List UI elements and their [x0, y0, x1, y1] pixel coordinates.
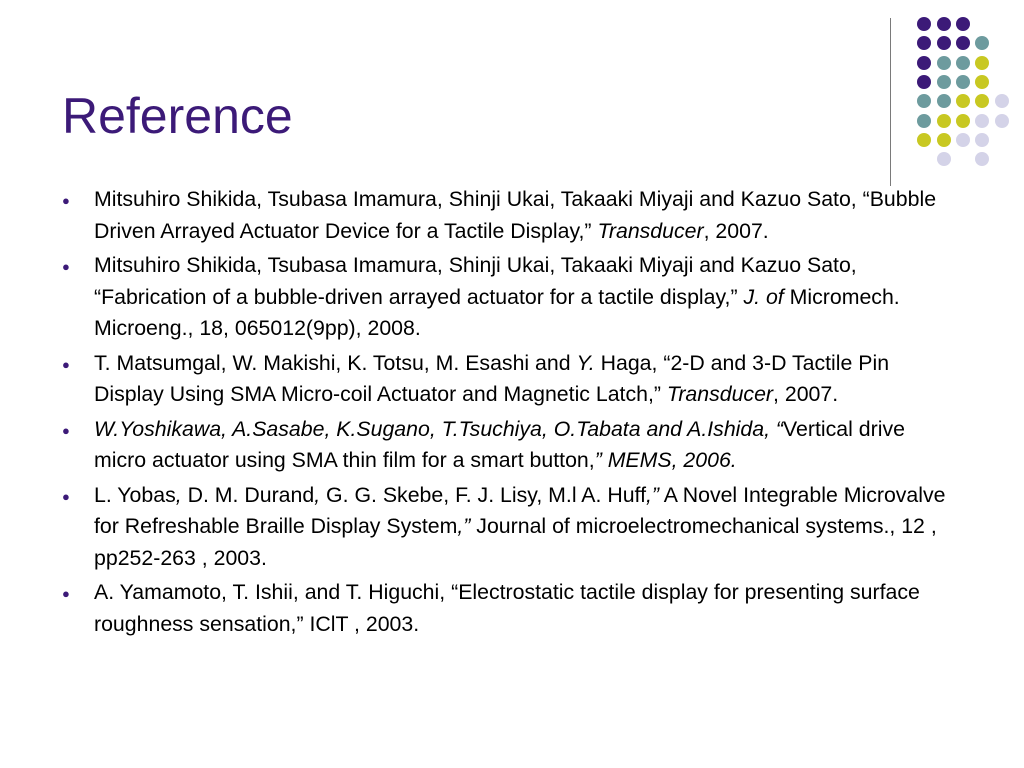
reference-list — [62, 184, 962, 643]
decorative-dot — [956, 56, 970, 70]
reference-text-segment: Journal of microelectromechanical systems., 12 , pp252-263 , 2003. — [94, 514, 937, 570]
reference-text-segment: A. Yamamoto, T. Ishii, and T. Higuchi, “Electrostatic tactile display for presenting surface roughness sensation,” IClT , 2003. — [94, 580, 920, 636]
decorative-dot — [975, 75, 989, 89]
decorative-dot — [937, 36, 951, 50]
decorative-dot — [956, 94, 970, 108]
decorative-dot — [937, 133, 951, 147]
decorative-dot — [975, 94, 989, 108]
reference-item — [62, 250, 962, 345]
reference-text-segment: W.Yoshikawa, A.Sasabe, K.Sugano, T.Tsuchiya, O.Tabata and A.Ishida, “ — [94, 416, 784, 441]
decorative-dot — [956, 133, 970, 147]
decorative-dot — [975, 133, 989, 147]
reference-text — [94, 577, 962, 640]
reference-text — [94, 348, 962, 411]
decorative-dot — [975, 114, 989, 128]
decorative-dot — [975, 56, 989, 70]
bullet-icon: ● — [62, 488, 70, 504]
reference-item — [62, 577, 962, 640]
decorative-dot — [937, 94, 951, 108]
reference-text-segment: A Novel Integrable Microvalve for Refreshable Braille Display System — [94, 482, 946, 538]
slide-title: Reference — [62, 88, 293, 144]
decorative-dot — [956, 17, 970, 31]
bullet-icon: ● — [62, 193, 70, 208]
bullet-icon: ● — [62, 356, 70, 372]
reference-text-segment: G. G. Skebe, F. J. Lisy, M.l A. Huff — [320, 482, 647, 507]
decorative-dot — [995, 114, 1009, 128]
reference-text-segment: ,” — [457, 514, 471, 538]
decorative-dot — [956, 75, 970, 89]
decorative-dot — [995, 94, 1009, 108]
reference-text-segment: T. Matsumgal, W. Makishi, K. Totsu, M. Esashi and — [94, 350, 577, 375]
reference-text-segment: Y. — [576, 350, 595, 375]
decorative-dot — [917, 36, 931, 50]
reference-text-segment: , — [175, 482, 182, 507]
reference-text-segment: Mitsuhiro Shikida, Tsubasa Imamura, Shinji Ukai, Takaaki Miyaji and Kazuo Sato, “Fabrication of a bubble-driven arrayed actuator for a tactile display,” — [94, 253, 857, 309]
reference-item — [62, 414, 962, 477]
reference-item — [62, 480, 962, 575]
decorative-dot — [917, 17, 931, 31]
reference-text-segment: , 2007. — [773, 382, 839, 406]
decorative-dot — [956, 36, 970, 50]
decorative-dot — [917, 114, 931, 128]
reference-text — [94, 480, 962, 575]
reference-text-segment: Haga, “2-D and 3-D Tactile Pin Display Using SMA Micro-coil Actuator and Magnetic Latch,” — [94, 350, 890, 406]
bullet-icon: ● — [62, 259, 70, 274]
decorative-dot — [937, 152, 951, 166]
bullet-icon: ● — [62, 422, 70, 438]
decorative-dot — [937, 75, 951, 89]
decorative-dot — [975, 152, 989, 166]
decorative-dot — [917, 75, 931, 89]
decorative-dot — [917, 56, 931, 70]
decorative-divider-line — [890, 18, 891, 186]
reference-item — [62, 184, 962, 247]
decorative-dot — [917, 94, 931, 108]
reference-text-segment: Micromech. Microeng., 18, 065012(9pp), 2008. — [94, 284, 900, 340]
reference-text — [94, 250, 962, 345]
reference-text-segment: J. of — [743, 284, 784, 309]
reference-text — [94, 184, 962, 247]
bullet-icon: ● — [62, 586, 70, 601]
reference-text-segment: , — [314, 482, 321, 507]
reference-text — [94, 414, 962, 477]
decorative-dot — [937, 17, 951, 31]
decorative-dot — [937, 56, 951, 70]
reference-text-segment: ,” — [646, 482, 660, 507]
reference-text-segment: ” MEMS, 2006. — [594, 448, 737, 472]
reference-text-segment: , 2007. — [703, 218, 769, 243]
decorative-dot — [937, 114, 951, 128]
reference-text-segment: Transducer — [597, 218, 704, 243]
reference-text-segment: D. M. Durand — [181, 482, 315, 507]
reference-text-segment: Transducer — [666, 382, 774, 406]
decorative-dot — [917, 133, 931, 147]
reference-text-segment: L. Yobas — [94, 482, 176, 507]
reference-text-segment: Vertical drive micro actuator using SMA thin film for a smart button, — [94, 416, 905, 472]
decorative-dot — [956, 114, 970, 128]
reference-item — [62, 348, 962, 411]
decorative-dot — [975, 36, 989, 50]
reference-text-segment: Mitsuhiro Shikida, Tsubasa Imamura, Shinji Ukai, Takaaki Miyaji and Kazuo Sato, “Bubble Driven Arrayed Actuator Device for a Tactile Display,” — [94, 187, 937, 243]
